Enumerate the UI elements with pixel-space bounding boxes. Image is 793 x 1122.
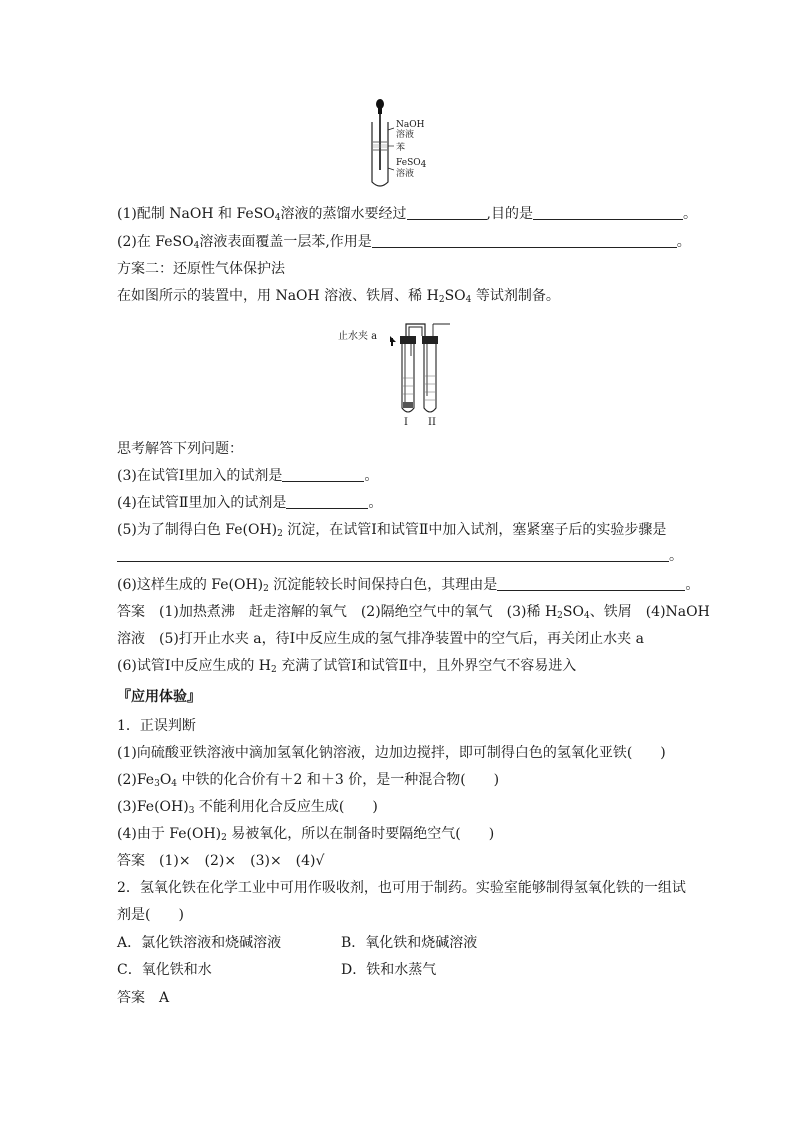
clamp-label: 止水夹 a	[338, 331, 378, 342]
answer-blank[interactable]	[533, 205, 683, 220]
answer-blank[interactable]	[497, 576, 685, 591]
scheme2-title: 方案二：还原性气体保护法	[117, 261, 285, 277]
tube-2-label: II	[428, 417, 436, 428]
option-b: B．氧化铁和烧碱溶液	[341, 935, 478, 951]
answer-blank[interactable]	[372, 233, 677, 248]
figure1-label-feso4: FeSO4	[396, 158, 427, 170]
answer-blank[interactable]	[117, 547, 669, 562]
question-2: (2)在 FeSO$_4$溶液表面覆盖一层苯,作用是 。	[117, 234, 691, 251]
problem-1-title: 1．正误判断	[117, 718, 196, 734]
question-4: (4)在试管Ⅱ里加入的试剂是 。	[117, 495, 383, 511]
answer-block-line-2: 溶液 (5)打开止水夹 a，待Ⅰ中反应生成的氢气排净装置中的空气后，再关闭止水夹 a	[117, 631, 644, 647]
option-d: D．铁和水蒸气	[341, 962, 437, 978]
tube-1-label: I	[404, 417, 408, 428]
problem-1-statement-4: (4)由于 $Fe(OH)_2$ 易被氧化，所以在制备时要隔绝空气( )	[117, 826, 495, 843]
think-prompt: 思考解答下列问题：	[117, 441, 243, 457]
figure1-label-solution2: 溶液	[396, 169, 415, 179]
question-5: (5)为了制得白色 $Fe(OH)_2$ 沉淀，在试管Ⅰ和试管Ⅱ中加入试剂，塞紧塞子后的实验步骤是	[117, 522, 667, 539]
option-c: C．氧化铁和水	[117, 962, 212, 978]
figure1-label-solution1: 溶液	[396, 130, 415, 140]
apparatus-figure	[378, 316, 498, 426]
answer-block-line-3: (6)试管Ⅰ中反应生成的 $H_2$ 充满了试管Ⅰ和试管Ⅱ中，且外界空气不容易进入	[117, 658, 577, 675]
question-1: (1)配制 NaOH 和 FeSO$_4$溶液的蒸馏水要经过 ,目的是 。	[117, 206, 697, 223]
scheme2-description: 在如图所示的装置中，用 NaOH 溶液、铁屑、稀 $H_2SO_4$ 等试剂制备。	[117, 288, 560, 305]
problem-1-statement-1: (1)向硫酸亚铁溶液中滴加氢氧化钠溶液，边加边搅拌，即可制得白色的氢氧化亚铁( )	[117, 745, 666, 761]
problem-2-line-1: 2．氢氧化铁在化学工业中可用作吸收剂，也可用于制药。实验室能够制得氢氧化铁的一组试	[117, 880, 686, 896]
answer-blank[interactable]	[282, 467, 364, 482]
answer-blank[interactable]	[286, 494, 368, 509]
answer-block-line-1: 答案 (1)加热煮沸 赶走溶解的氧气 (2)隔绝空气中的氧气 (3)稀 $H_2SO_4$、铁屑 (4)NaOH	[117, 604, 710, 621]
question-3: (3)在试管Ⅰ里加入的试剂是 。	[117, 468, 379, 484]
section-heading: 『应用体验』	[117, 689, 201, 705]
option-a: A．氯化铁溶液和烧碱溶液	[117, 935, 282, 951]
answer-blank[interactable]	[407, 205, 487, 220]
problem-2-answer: 答案 A	[117, 990, 170, 1006]
figure1-label-naoh: NaOH	[396, 120, 425, 130]
problem-1-answer: 答案 (1)× (2)× (3)× (4)√	[117, 853, 325, 869]
question-6: (6)这样生成的 $Fe(OH)_2$ 沉淀能较长时间保持白色，其理由是 。	[117, 577, 700, 594]
problem-1-statement-2: $(2)Fe_3O_4$ 中铁的化合价有＋2 和＋3 价，是一种混合物( )	[117, 772, 500, 789]
problem-2-line-2: 剂是( )	[117, 907, 184, 923]
figure1-label-benzene: 苯	[396, 143, 406, 153]
problem-1-statement-3: $(3)Fe(OH)_3$ 不能利用化合反应生成( )	[117, 799, 378, 816]
question-5-blank-line: 。	[117, 547, 683, 565]
